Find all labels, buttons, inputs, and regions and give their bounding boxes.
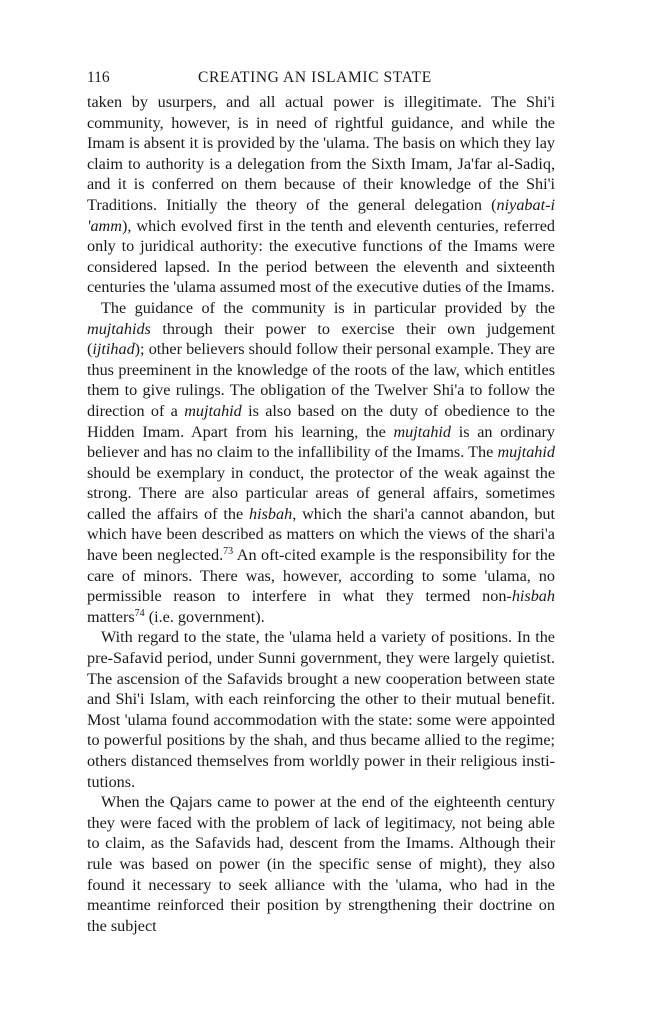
text-run: matters xyxy=(87,607,135,626)
paragraph-3 xyxy=(87,627,555,792)
text-run: is an ordinary believer and has no claim to the infallibility of the Imams. The xyxy=(87,422,555,462)
running-header xyxy=(87,64,555,92)
text-run: The guidance of the community is in particular provided by the xyxy=(101,298,555,317)
italic-term: niyabat-i 'amm xyxy=(87,195,555,235)
text-run: ), which evolved first in the tenth and eleventh centuries, referred only to juridical authority: the executive functions of the Imams were considered lapsed. In the period between the eleventh and sixteenth centuries the 'ulama assumed most of the executive duties of the Imams. xyxy=(87,216,555,297)
text-run: When the Qajars came to power at the end of the eighteenth century they were faced with the problem of lack of legitimacy, not being able to claim, as the Safavids had, descent from the Imams. Although their rule was based on power (in the specific sense of might), they also found it necessary to seek alliance with the 'ulama, who had in the meantime reinforced their position by strengthening their doctrine on the subject xyxy=(87,793,555,935)
paragraph-1 xyxy=(87,92,555,298)
italic-term: ijtihad xyxy=(92,340,135,359)
footnote-ref: 73 xyxy=(223,546,234,558)
text-run: , which the shari'a cannot abandon, but which have been described as matters on which the views of the shari'a have been neglected. xyxy=(87,504,556,565)
italic-term: mujtahids xyxy=(87,319,151,338)
italic-term: mujtahid xyxy=(184,401,242,420)
page-number: 116 xyxy=(87,69,110,86)
text-run: With regard to the state, the 'ulama held a variety of positions. In the pre-Safavid period, under Sunni government, they were largely quietist. The ascension of the Safavids brought a new cooperation between state and Shi'i Islam, with each reinforcing the other to their mutual benefit. Most 'ulama found accommodation with the state: some were appointed to powerful positions by the shah, and thus became allied to the regime; others distanced themselves from worldly power in their religious institutions. xyxy=(87,628,555,791)
paragraph-4 xyxy=(87,792,555,936)
body-text xyxy=(87,92,555,936)
italic-term: hisbah xyxy=(249,504,293,523)
text-run: should be exemplary in conduct, the protector of the weak against the strong. There are also particular areas of general affairs, sometimes called the affairs of the xyxy=(87,463,555,523)
text-run: An oft-cited example is the responsibility for the care of minors. There was, however, according to some 'ulama, no permissible reason to interfere in what they termed non- xyxy=(87,546,556,606)
running-title: CREATING AN ISLAMIC STATE xyxy=(198,69,432,86)
text-run: through their power to exercise their own judgement ( xyxy=(87,319,555,359)
italic-term: mujtahid xyxy=(497,443,555,462)
paragraph-2 xyxy=(87,298,555,628)
text-run: is also based on the duty of obedience to the Hidden Imam. Apart from his learning, the xyxy=(87,401,556,441)
text-run: taken by usurpers, and all actual power is illegitimate. The Shi'i community, however, is in need of rightful guidance, and while the Imam is absent it is provided by the 'ulama. The basis on which they lay claim to authority is a delegation from the Sixth Imam, Ja'far al-Sadiq, and it is conferred on them because of their knowledge of the Shi'i Traditions. Initially the theory of the general delegation ( xyxy=(87,93,555,214)
book-page xyxy=(87,64,555,936)
text-run: (i.e. government). xyxy=(144,607,265,626)
footnote-ref: 74 xyxy=(134,607,145,619)
italic-term: hisbah xyxy=(511,587,555,606)
text-run: ); other believers should follow their personal example. They are thus preeminent in the knowledge of the roots of the law, which entitles them to give rulings. The obligation of the Twelver Shi'a to follow the direction of a xyxy=(87,340,555,420)
italic-term: mujtahid xyxy=(393,422,452,441)
